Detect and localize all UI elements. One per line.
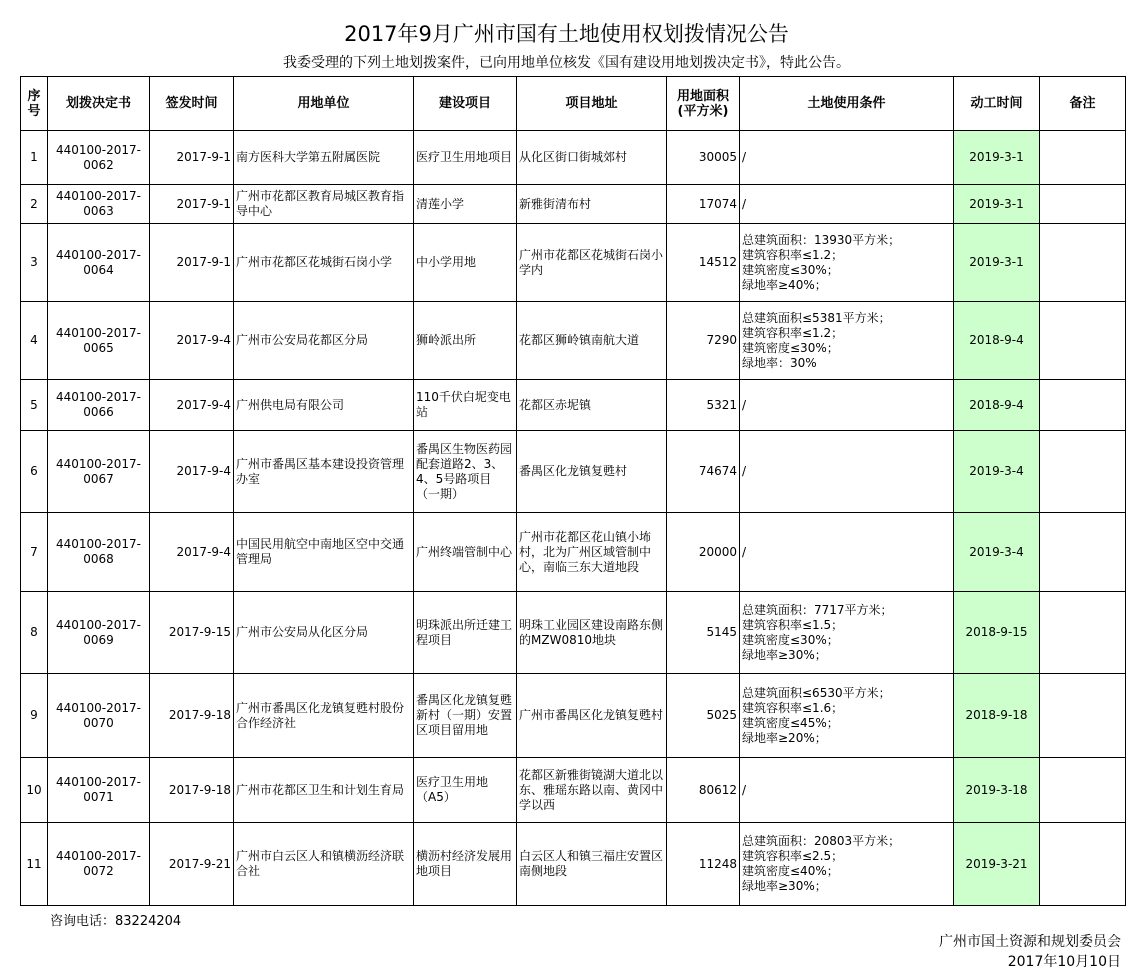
cell-seq: 2	[21, 185, 48, 224]
cell-remarks	[1040, 431, 1126, 513]
table-row	[21, 674, 1126, 758]
cell-sign-date: 2017-9-4	[150, 431, 234, 513]
cell-seq: 1	[21, 131, 48, 185]
cell-address: 花都区新雅街镜湖大道北以东、雅瑶东路以南、黄冈中学以西	[517, 758, 667, 823]
table-row	[21, 823, 1126, 906]
cell-start-date: 2019-3-4	[954, 431, 1040, 513]
cell-conditions: /	[740, 758, 954, 823]
header-remarks: 备注	[1040, 77, 1126, 131]
page-title: 2017年9月广州市国有土地使用权划拨情况公告	[344, 22, 789, 46]
cell-address: 花都区狮岭镇南航大道	[517, 302, 667, 380]
cell-project: 清莲小学	[414, 185, 517, 224]
cell-area: 5145	[667, 592, 740, 674]
cell-decision: 440100-2017-0068	[48, 513, 150, 592]
cell-sign-date: 2017-9-4	[150, 302, 234, 380]
cell-conditions: /	[740, 131, 954, 185]
cell-seq: 11	[21, 823, 48, 906]
table-row	[21, 380, 1126, 431]
table-row	[21, 431, 1126, 513]
cell-sign-date: 2017-9-15	[150, 592, 234, 674]
cell-address: 白云区人和镇三福庄安置区南侧地段	[517, 823, 667, 906]
cell-sign-date: 2017-9-18	[150, 674, 234, 758]
cell-remarks	[1040, 823, 1126, 906]
cell-unit: 中国民用航空中南地区空中交通管理局	[234, 513, 414, 592]
cell-unit: 广州市花都区花城街石岗小学	[234, 224, 414, 302]
cell-seq: 3	[21, 224, 48, 302]
cell-area: 80612	[667, 758, 740, 823]
cell-address: 番禺区化龙镇复甦村	[517, 431, 667, 513]
cell-project: 番禺区化龙镇复甦新村（一期）安置区项目留用地	[414, 674, 517, 758]
table-row	[21, 592, 1126, 674]
cell-unit: 广州市公安局花都区分局	[234, 302, 414, 380]
allocation-table	[20, 76, 1126, 906]
issuing-organization: 广州市国土资源和规划委员会	[939, 934, 1121, 950]
cell-area: 30005	[667, 131, 740, 185]
cell-start-date: 2019-3-1	[954, 224, 1040, 302]
cell-decision: 440100-2017-0072	[48, 823, 150, 906]
cell-start-date: 2018-9-15	[954, 592, 1040, 674]
cell-project: 医疗卫生用地（A5）	[414, 758, 517, 823]
cell-sign-date: 2017-9-1	[150, 185, 234, 224]
cell-conditions: 总建筑面积：13930平方米； 建筑容积率≤1.2； 建筑密度≤30%； 绿地率≥40%；	[740, 224, 954, 302]
cell-address: 明珠工业园区建设南路东侧的MZW0810地块	[517, 592, 667, 674]
header-area: 用地面积(平方米)	[667, 77, 740, 131]
cell-start-date: 2019-3-21	[954, 823, 1040, 906]
cell-decision: 440100-2017-0065	[48, 302, 150, 380]
table-row	[21, 758, 1126, 823]
cell-address: 广州市花都区花城街石岗小学内	[517, 224, 667, 302]
header-sign-date: 签发时间	[150, 77, 234, 131]
cell-seq: 7	[21, 513, 48, 592]
cell-sign-date: 2017-9-21	[150, 823, 234, 906]
header-decision: 划拨决定书	[48, 77, 150, 131]
cell-unit: 广州市花都区教育局城区教育指导中心	[234, 185, 414, 224]
cell-project: 医疗卫生用地项目	[414, 131, 517, 185]
cell-project: 番禺区生物医药园配套道路2、3、4、5号路项目（一期）	[414, 431, 517, 513]
cell-unit: 广州供电局有限公司	[234, 380, 414, 431]
cell-conditions: 总建筑面积：20803平方米； 建筑容积率≤2.5； 建筑密度≤40%； 绿地率≥30%；	[740, 823, 954, 906]
cell-conditions: /	[740, 380, 954, 431]
cell-remarks	[1040, 185, 1126, 224]
cell-decision: 440100-2017-0067	[48, 431, 150, 513]
table-row	[21, 302, 1126, 380]
cell-unit: 广州市番禺区化龙镇复甦村股份合作经济社	[234, 674, 414, 758]
cell-decision: 440100-2017-0063	[48, 185, 150, 224]
cell-conditions: 总建筑面积≤6530平方米； 建筑容积率≤1.6； 建筑密度≤45%； 绿地率≥20%；	[740, 674, 954, 758]
cell-seq: 6	[21, 431, 48, 513]
cell-area: 7290	[667, 302, 740, 380]
cell-remarks	[1040, 380, 1126, 431]
cell-area: 5321	[667, 380, 740, 431]
issue-date: 2017年10月10日	[1007, 954, 1121, 970]
cell-project: 横沥村经济发展用地项目	[414, 823, 517, 906]
cell-area: 14512	[667, 224, 740, 302]
cell-start-date: 2018-9-18	[954, 674, 1040, 758]
cell-project: 广州终端管制中心	[414, 513, 517, 592]
cell-seq: 10	[21, 758, 48, 823]
cell-decision: 440100-2017-0062	[48, 131, 150, 185]
cell-address: 新雅街清布村	[517, 185, 667, 224]
cell-sign-date: 2017-9-1	[150, 224, 234, 302]
cell-project: 明珠派出所迁建工程项目	[414, 592, 517, 674]
cell-remarks	[1040, 302, 1126, 380]
cell-remarks	[1040, 592, 1126, 674]
cell-sign-date: 2017-9-18	[150, 758, 234, 823]
cell-project: 狮岭派出所	[414, 302, 517, 380]
header-address: 项目地址	[517, 77, 667, 131]
cell-start-date: 2019-3-1	[954, 131, 1040, 185]
cell-conditions: /	[740, 185, 954, 224]
cell-start-date: 2019-3-1	[954, 185, 1040, 224]
cell-project: 中小学用地	[414, 224, 517, 302]
cell-sign-date: 2017-9-4	[150, 513, 234, 592]
cell-area: 17074	[667, 185, 740, 224]
cell-area: 5025	[667, 674, 740, 758]
cell-remarks	[1040, 224, 1126, 302]
cell-decision: 440100-2017-0069	[48, 592, 150, 674]
cell-unit: 广州市花都区卫生和计划生育局	[234, 758, 414, 823]
cell-start-date: 2018-9-4	[954, 302, 1040, 380]
cell-seq: 8	[21, 592, 48, 674]
table-row	[21, 185, 1126, 224]
table-row	[21, 513, 1126, 592]
header-start-date: 动工时间	[954, 77, 1040, 131]
cell-address: 广州市花都区花山镇小㘵村，北为广州区域管制中心，南临三东大道地段	[517, 513, 667, 592]
page-subtitle: 我委受理的下列土地划拨案件，已向用地单位核发《国有建设用地划拨决定书》，特此公告。	[283, 55, 850, 71]
cell-address: 花都区赤坭镇	[517, 380, 667, 431]
header-unit: 用地单位	[234, 77, 414, 131]
cell-area: 11248	[667, 823, 740, 906]
cell-start-date: 2018-9-4	[954, 380, 1040, 431]
cell-decision: 440100-2017-0064	[48, 224, 150, 302]
cell-seq: 5	[21, 380, 48, 431]
cell-conditions: /	[740, 431, 954, 513]
cell-area: 20000	[667, 513, 740, 592]
cell-remarks	[1040, 758, 1126, 823]
cell-unit: 广州市白云区人和镇横沥经济联合社	[234, 823, 414, 906]
cell-decision: 440100-2017-0071	[48, 758, 150, 823]
cell-sign-date: 2017-9-4	[150, 380, 234, 431]
cell-conditions: 总建筑面积：7717平方米； 建筑容积率≤1.5； 建筑密度≤30%； 绿地率≥30%；	[740, 592, 954, 674]
cell-remarks	[1040, 513, 1126, 592]
cell-unit: 广州市公安局从化区分局	[234, 592, 414, 674]
cell-sign-date: 2017-9-1	[150, 131, 234, 185]
cell-address: 从化区街口街城郊村	[517, 131, 667, 185]
cell-start-date: 2019-3-4	[954, 513, 1040, 592]
cell-address: 广州市番禺区化龙镇复甦村	[517, 674, 667, 758]
table-row	[21, 131, 1126, 185]
header-conditions: 土地使用条件	[740, 77, 954, 131]
cell-conditions: /	[740, 513, 954, 592]
cell-start-date: 2019-3-18	[954, 758, 1040, 823]
table-header-row	[21, 77, 1126, 131]
table-row	[21, 224, 1126, 302]
header-project: 建设项目	[414, 77, 517, 131]
cell-decision: 440100-2017-0066	[48, 380, 150, 431]
contact-phone: 咨询电话：83224204	[50, 914, 182, 929]
cell-remarks	[1040, 131, 1126, 185]
cell-conditions: 总建筑面积≤5381平方米； 建筑容积率≤1.2； 建筑密度≤30%； 绿地率：30%	[740, 302, 954, 380]
cell-seq: 9	[21, 674, 48, 758]
cell-remarks	[1040, 674, 1126, 758]
cell-unit: 广州市番禺区基本建设投资管理办室	[234, 431, 414, 513]
header-seq: 序号	[21, 77, 48, 131]
cell-project: 110千伏白坭变电站	[414, 380, 517, 431]
cell-area: 74674	[667, 431, 740, 513]
cell-decision: 440100-2017-0070	[48, 674, 150, 758]
cell-seq: 4	[21, 302, 48, 380]
cell-unit: 南方医科大学第五附属医院	[234, 131, 414, 185]
